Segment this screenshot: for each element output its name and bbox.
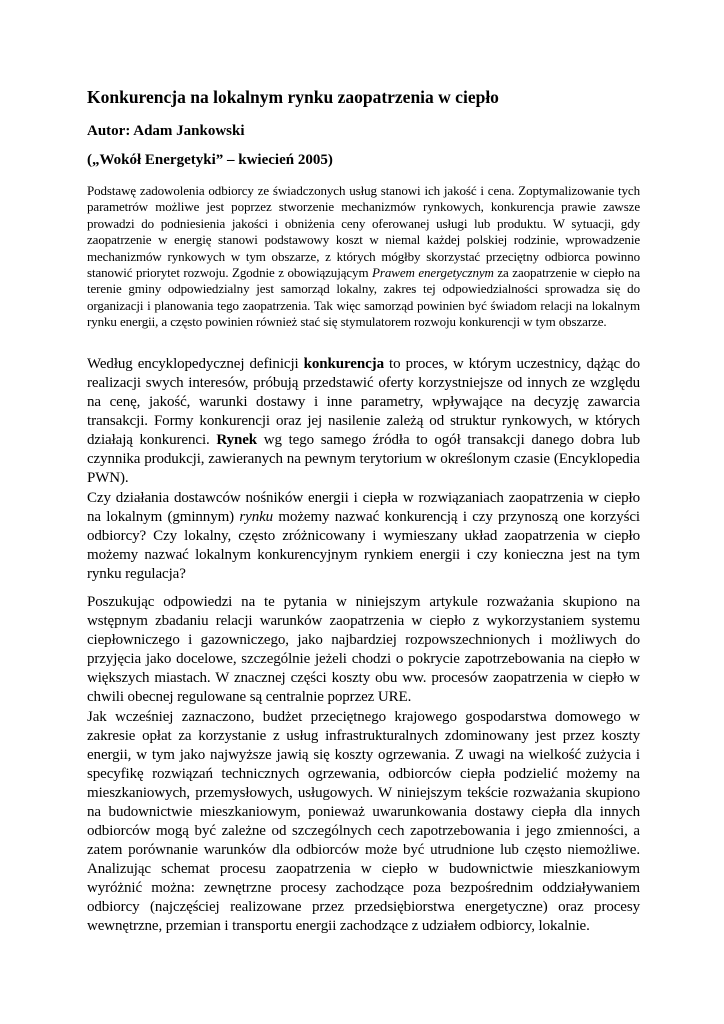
- p2-text-1: Czy działania dostawców nośników energii i ciepła w rozwiązaniach zaopatrzenia w ciepło na lokalnym (gminnym): [87, 490, 640, 525]
- lead-text-1: Podstawę zadowolenia odbiorcy ze świadczonych usług stanowi ich jakość i cena. Zoptymalizowanie tych parametrów możliwe jest poprzez stworzenie mechanizmów rynkowych, konkurencja prawie zawsze prowadzi do podniesienia jakości i obniżenia ceny oferowanej usługi lub produktu. W sytuacji, gdy zaopatrzenie w energię stanowi podstawowy koszt w niemal każdej polskiej rodzinie, wprowadzenie mechanizmów rynkowych w tym obszarze, z których mógłby skorzystać przeciętny odbiorca powinno stanowić priorytet rozwoju. Zgodnie z obowiązującym: [87, 183, 640, 281]
- lead-paragraph: [87, 183, 640, 331]
- article-source: („Wokół Energetyki” – kwiecień 2005): [87, 152, 333, 168]
- lead-italic-term: Prawem energetycznym: [372, 265, 494, 281]
- lead-text-2: za zaopatrzenie w ciepło na terenie gminy odpowiedzialny jest samorząd lokalny, zakres tej odpowiedzialności sprowadza się do organizacji i planowania tego zaopatrzenia. Tak więc samorząd powinien być świadom relacji na lokalnym rynku energii, a często powinien również stać się stymulatorem rozwoju konkurencji w tym obszarze.: [87, 265, 640, 330]
- article-title: Konkurencja na lokalnym rynku zaopatrzenia w ciepło: [87, 87, 499, 107]
- p2-italic-term: rynku: [239, 509, 274, 525]
- p2-text-2: możemy nazwać konkurencją i czy przynoszą one korzyści odbiorcy? Czy lokalny, często zróżnicowany i wymieszany układ zaopatrzenia w ciepło możemy nazwać lokalnym konkurencyjnym rynkiem energii i czy konieczna jest na tym rynku regulacja?: [87, 509, 640, 582]
- paragraph-questions: [87, 489, 640, 584]
- paragraph-definitions: [87, 355, 640, 488]
- article-author: Autor: Adam Jankowski: [87, 123, 245, 139]
- p1-term-rynek: Rynek: [216, 432, 258, 448]
- paragraph-scope: Poszukując odpowiedzi na te pytania w niniejszym artykule rozważania skupiono na wstępnym zbadaniu relacji warunków zaopatrzenia w ciepło z wykorzystaniem systemu ciepłowniczego i gazowniczego, jako najbardziej rozpowszechnionych i możliwych do przyjęcia jako docelowe, szczególnie jeżeli chodzi o pokrycie zapotrzebowania na ciepło w większych miastach. W znacznej części koszty obu ww. procesów zaopatrzenia w ciepło w chwili obecnej regulowane są centralnie poprzez URE.: [87, 594, 640, 705]
- paragraph-budget: Jak wcześniej zaznaczono, budżet przeciętnego krajowego gospodarstwa domowego w zakresie opłat za korzystanie z usług infrastrukturalnych zdominowany jest przez koszty energii, w tym jako najwyższe jawią się koszty ogrzewania. Z uwagi na wielkość zużycia i specyfikę rozwiązań technicznych ogrzewania, odbiorców ciepła podzielić możemy na mieszkaniowych, przemysłowych, usługowych. W niniejszym tekście rozważania skupiono na budownictwie mieszkaniowym, ponieważ uwarunkowania dostawy ciepła dla innych odbiorców mogą być zależne od szczególnych cech zapotrzebowania i jego zmienności, a zatem porównanie warunków dla odbiorców może być utrudnione lub często niemożliwe. Analizując schemat procesu zaopatrzenia w ciepło w budownictwie mieszkaniowym wyróżnić można: zewnętrzne procesy zachodzące poza bezpośrednim oddziaływaniem odbiorcy (najczęściej realizowane przez przedsiębiorstwa energetyczne) oraz procesy wewnętrzne, przemian i transportu energii zachodzące z udziałem odbiorcy, lokalnie.: [87, 709, 640, 934]
- p1-text-3: wg tego samego źródła to ogół transakcji danego dobra lub czynnika produkcji, zawieranych na pewnym terytorium w określonym czasie (Encyklopedia PWN).: [87, 432, 641, 486]
- p1-term-konkurencja: konkurencja: [303, 356, 384, 372]
- p1-text-1: Według encyklopedycznej definicji: [87, 356, 304, 372]
- p1-text-2: to proces, w którym uczestnicy, dążąc do realizacji swych interesów, próbują przedstawić oferty korzystniejsze od innych ze względu na cenę, jakość, warunki dostawy i inne parametry, wpływające na decyzję zawarcia transakcji. Formy konkurencji oraz jej nasilenie zależą od struktur rynkowych, w których działają konkurenci.: [87, 356, 640, 448]
